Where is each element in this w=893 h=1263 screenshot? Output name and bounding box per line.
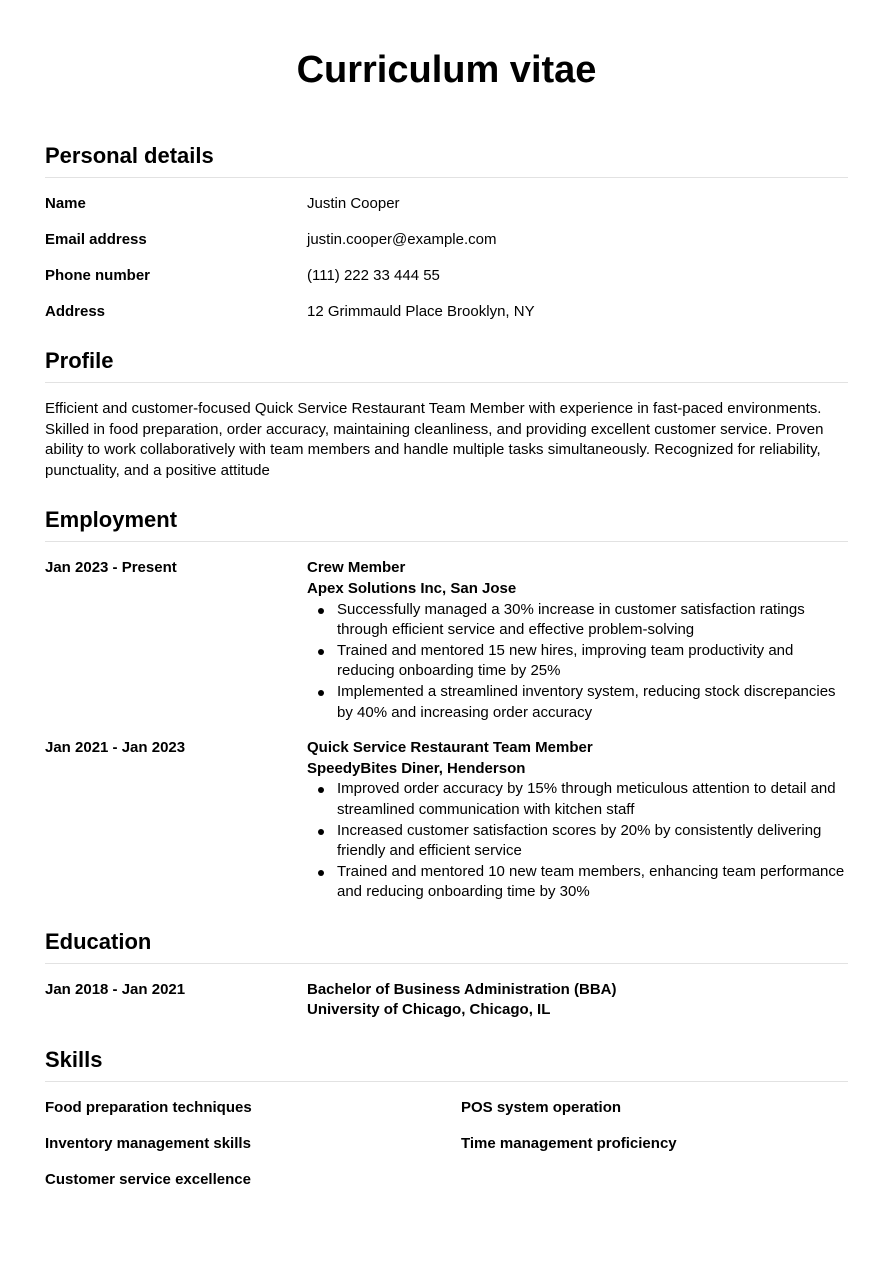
skills-section bbox=[45, 1047, 848, 1190]
employer: SpeedyBites Diner, Henderson bbox=[307, 759, 526, 777]
employer: Apex Solutions Inc, San Jose bbox=[307, 579, 517, 597]
education-details bbox=[307, 980, 848, 1021]
skill-item: Food preparation techniques bbox=[45, 1099, 252, 1117]
skill-item: Inventory management skills bbox=[45, 1135, 251, 1153]
achievement-list bbox=[307, 600, 848, 724]
achievement-item: Improved order accuracy by 15% through meticulous attention to detail and streamlined communication with kitchen staff bbox=[337, 779, 848, 820]
employment-entry bbox=[45, 738, 848, 903]
job-title: Crew Member bbox=[307, 559, 406, 577]
personal-value: (111) 222 33 444 55 bbox=[307, 267, 440, 284]
achievement-item: Trained and mentored 15 new hires, improving team productivity and reducing onboarding time by 25% bbox=[337, 641, 848, 682]
employment-date: Jan 2023 - Present bbox=[45, 559, 177, 577]
employment-list bbox=[45, 558, 848, 903]
skill-item: Time management proficiency bbox=[461, 1135, 677, 1153]
personal-label: Name bbox=[45, 195, 86, 212]
personal-value: 12 Grimmauld Place Brooklyn, NY bbox=[307, 303, 535, 320]
job-title: Quick Service Restaurant Team Member bbox=[307, 739, 593, 757]
personal-label: Address bbox=[45, 303, 106, 320]
education-list bbox=[45, 980, 848, 1021]
skills-grid bbox=[45, 1098, 848, 1190]
education-heading: Education bbox=[45, 929, 848, 964]
employment-entry bbox=[45, 558, 848, 723]
personal-row-phone bbox=[45, 266, 848, 286]
page-title: Curriculum vitae bbox=[296, 49, 597, 91]
personal-label: Email address bbox=[45, 231, 147, 248]
cv-page bbox=[45, 0, 848, 1190]
employment-details bbox=[307, 558, 848, 723]
achievement-item: Trained and mentored 10 new team members, enhancing team performance and reducing onboarding time by 30% bbox=[337, 862, 848, 903]
skill-item: Customer service excellence bbox=[45, 1171, 251, 1189]
personal-value: Justin Cooper bbox=[307, 195, 400, 212]
employment-section bbox=[45, 507, 848, 903]
achievement-item: Increased customer satisfaction scores by 20% by consistently delivering friendly and efficient service bbox=[337, 821, 848, 862]
employment-heading: Employment bbox=[45, 507, 848, 542]
achievement-item: Implemented a streamlined inventory system, reducing stock discrepancies by 40% and increasing order accuracy bbox=[337, 682, 848, 723]
personal-details-table bbox=[45, 194, 848, 322]
personal-details-heading: Personal details bbox=[45, 143, 848, 178]
education-section bbox=[45, 929, 848, 1021]
personal-row-name bbox=[45, 194, 848, 214]
education-date: Jan 2018 - Jan 2021 bbox=[45, 980, 186, 998]
employment-date: Jan 2021 - Jan 2023 bbox=[45, 739, 186, 757]
personal-value: justin.cooper@example.com bbox=[307, 231, 497, 248]
personal-label: Phone number bbox=[45, 267, 151, 284]
personal-row-email bbox=[45, 230, 848, 250]
institution: University of Chicago, Chicago, IL bbox=[307, 1001, 551, 1019]
degree: Bachelor of Business Administration (BBA) bbox=[307, 980, 617, 998]
achievement-list bbox=[307, 779, 848, 903]
profile-heading: Profile bbox=[45, 348, 848, 383]
achievement-item: Successfully managed a 30% increase in customer satisfaction ratings through efficient service and effective problem-solving bbox=[337, 600, 848, 641]
profile-section bbox=[45, 348, 848, 481]
education-entry bbox=[45, 980, 848, 1021]
employment-details bbox=[307, 738, 848, 903]
personal-row-address bbox=[45, 302, 848, 322]
profile-text: Efficient and customer-focused Quick Service Restaurant Team Member with experience in fast-paced environments. Skilled in food preparation, order accuracy, maintaining cleanliness, and providing excellent customer service. Proven ability to work collaboratively with team members and handle multiple tasks simultaneously. Recognized for reliability, punctuality, and a positive attitude bbox=[45, 400, 824, 479]
skills-heading: Skills bbox=[45, 1047, 848, 1082]
skill-item: POS system operation bbox=[461, 1099, 622, 1117]
personal-details-section bbox=[45, 143, 848, 322]
